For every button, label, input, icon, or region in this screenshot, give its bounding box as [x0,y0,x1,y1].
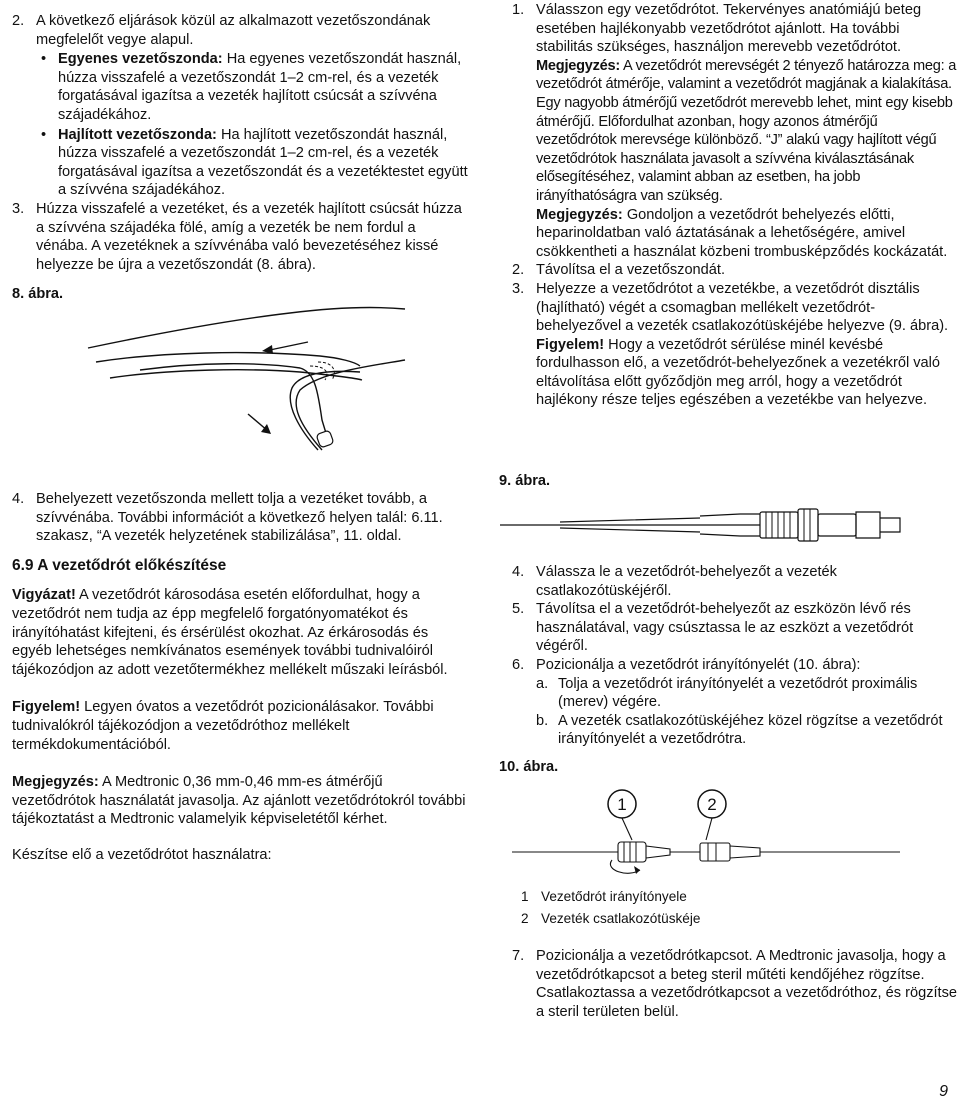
torque-device [618,842,646,862]
bullet-curved-sheath: • Hajlított vezetőszonda: Ha hajlított vezetőszondát használ, húzza visszafelé a vezetőszondát 1–2 cm-rel, és a vezeték forgatásával igazítsa a vezetőszondát és a vezetéktestet együtt a szívvéna szájadékához. [41,126,468,199]
page-number: 9 [939,1083,948,1100]
lead-connector-pin [700,843,730,861]
list-item-4: 4. Behelyezett vezetőszonda mellett tolja a vezetéket tovább, a szívvénába. További információt a következő helyen talál: 6.11. szakasz, “A vezeték helyzetének stabilizálása”, 11. oldal. [12,491,443,545]
list-item-r4: 4. Válassza le a vezetődrót-behelyezőt a vezeték csatlakozótüskéjéről. [512,564,837,599]
list-item-r6b: b. A vezeték csatlakozótüskéjéhez közel rögzítse a vezetődrót irányítónyelét a vezetődrótra. [536,712,943,748]
caution-paragraph: Figyelem! Legyen óvatos a vezetődrót pozicionálásakor. További tudnivalókról tájékozódjon a vezetődróthoz mellékelt termékdokumentációból. [12,699,434,753]
note-paragraph: Megjegyzés: A Medtronic 0,36 mm-0,46 mm-es átmérőjű vezetődrótok használatát javasolja. Az ajánlott vezetődrótokról további tájékoztatást a Medtronic valamelyik képviseletétől kérhet. [12,774,466,828]
section-title: 6.9 A vezetődrót előkészítése [12,556,227,574]
bullet-icon: • [41,51,47,68]
bullet-straight-sheath: • Egyenes vezetőszonda: Ha egyenes vezetőszondát használ, húzza visszafelé a vezetőszondát 1–2 cm-rel, és a vezeték forgatásával igazítsa a vezeték hajlított csúcsát a szívvéna szájadékához. [41,51,462,123]
list-item-r5: 5. Távolítsa el a vezetődrót-behelyezőt az eszközön lévő rés használatával, vagy csúsztassa le az eszközt a vezetődrót végéről. [512,601,914,655]
figure-9-label: 9. ábra. [499,473,551,489]
warning-paragraph: Vigyázat! A vezetődrót károsodása esetén előfordulhat, hogy a vezetődrót nem tudja az épp megfelelő forgatónyomatékot és irányítóhatást kifejteni, és érsérülést okozhat. Az érkárosodás és egyéb lehetséges nemkívánatos események további tudnivalóiról tájékozódjon az adott vezetőtermékhez mellékelt műszaki leírásból. [12,587,448,678]
list-item-3: 3. Húzza visszafelé a vezetéket, és a vezeték hajlított csúcsát húzza a szívvéna szájadéka fölé, amíg a vezeték be nem fordul a vénába. A vezetéknek a szívvénába való bevezetéséhez kissé helyezze be újra a vezetőszondát (8. ábra). [12,200,462,273]
legend-item-2: 2 Vezeték csatlakozótüskéje [521,910,701,926]
legend-item-1: 1 Vezetődrót irányítónyele [521,889,687,904]
callout-2-number: 2 [707,795,717,814]
callout-1-number: 1 [617,795,627,814]
figure-10-label: 10. ábra. [499,759,559,775]
prepare-paragraph: Készítse elő a vezetődrótot használatra: [12,846,272,863]
figure-10-legend [521,888,700,928]
list-item-r6: 6. Pozicionálja a vezetődrót irányítónyelét (10. ábra): a. Tolja a vezetődrót irányítónyelét a vezetődrót proximális (merev) végére. b. A vezeték csatlakozótüskéjéhez közel rögzítse a vezetődrót irányítónyelét a vezetődrótra. [512,656,957,749]
list-item-r1: 1. Válasszon egy vezetődrótot. Tekervényes anatómiájú beteg esetében hajlékonyabb vezetődrótot ajánlott. Ha további stabilitás szükséges, használjon merevebb vezetődrótot. Megjegyzés: A vezetődrót merevségét 2 tényező határozza meg: a vezetődrót átmérője, valamint a vezetődrót magjának a kialakítása. Egy nagyobb átmérőjű vezetődrót merevebb lehet, mint egy kisebb átmérőjű. Előfordulhat azonban, hogy azonos átmérőjű vezetődrótok merevsége különböző. “J” alakú vagy hajlított végű vezetődrótok használata javasolt a szívvéna kiválasztásának elősegítéséhez, valamint abban az esetben, ha jobb irányíthatóságra van szükség. Megjegyzés: Gondoljon a vezetődrót behelyezés előtti, heparinoldatban való áztatásának a lehetőségére, amivel csökkentheti a használat közbeni trombusképződés kockázatát. [512,2,957,260]
list-item-2: 2. A következő eljárások közül az alkalmazott vezetőszondának megfelelőt vegye alapul. [12,13,431,48]
list-item-r7: 7. Pozicionálja a vezetődrótkapcsot. A Medtronic javasolja, hogy a vezetődrótkapcsot a beteg steril műtéti kendőjéhez rögzítse. Csatlakoztassa a vezetődrótkapcsot a vezetődróthoz, és rögzítse a steril területen belül. [512,948,958,1020]
list-item-r2: 2. Távolítsa el a vezetőszondát. [512,262,726,279]
bullet-icon: • [41,126,47,143]
list-item-r3: 3. Helyezze a vezetődrótot a vezetékbe, a vezetődrót disztális (hajlítható) végét a csomagban mellékelt vezetődrót-behelyezővel a vezeték csatlakozótüskéjébe helyezve (9. ábra). Figyelem! Hogy a vezetődrót sérülése minél kevésbé fordulhasson elő, a vezetődrót-behelyezőnek a vezetékről való eltávolítása előtt győződjön meg arról, hogy a vezetődrót hajlékony része teljes egészében a vezetékbe van helyezve. [512,280,949,409]
list-item-r6a: a. Tolja a vezetődrót irányítónyelét a vezetődrót proximális (merev) végére. [536,675,918,711]
figure-8-label: 8. ábra. [12,286,64,303]
right-column-bottom [512,947,957,1021]
